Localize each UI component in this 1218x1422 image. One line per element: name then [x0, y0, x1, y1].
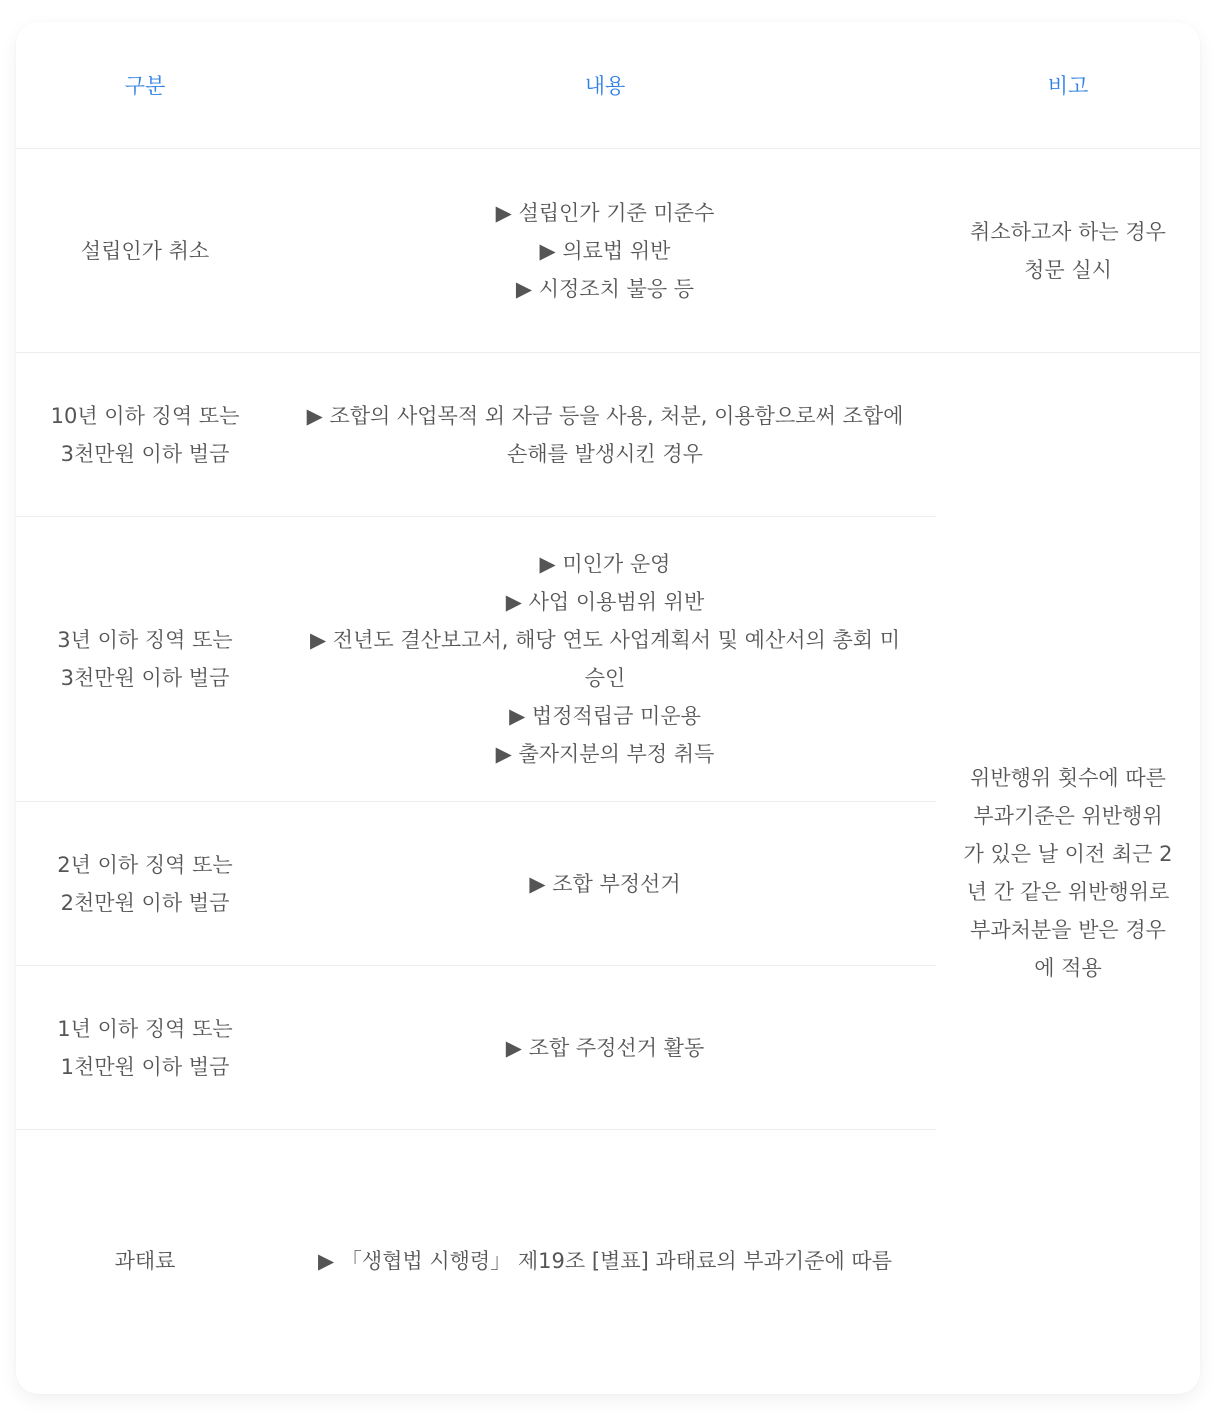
category-cell [16, 517, 274, 802]
table-row [16, 353, 1200, 517]
content-line: ▶ 조합 주정선거 활동 [505, 1035, 705, 1060]
content-cell [274, 353, 936, 517]
content-line: ▶ 사업 이용범위 위반 [505, 590, 705, 614]
category-cell [16, 966, 274, 1130]
category-cell [16, 802, 274, 966]
category-text: 설립인가 취소 [80, 238, 210, 263]
category-text: 2년 이하 징역 또는 [57, 852, 233, 877]
content-line: ▶ 「생협법 시행령」 제19조 [별표] 과태료의 부과기준에 따름 [318, 1249, 892, 1273]
content-cell [274, 966, 936, 1130]
header-note: 비고 [936, 22, 1200, 149]
content-line: ▶ 시정조치 불응 등 [515, 276, 695, 301]
category-cell [16, 1130, 274, 1393]
category-text: 과태료 [114, 1249, 176, 1273]
content-line: ▶ 조합의 사업목적 외 자금 등을 사용, 처분, 이용함으로써 조합에 [306, 403, 904, 428]
note-cell [936, 149, 1200, 353]
note-line: 부과기준은 위반행위 [973, 803, 1163, 828]
note-line: 취소하고자 하는 경우 [970, 219, 1166, 244]
table-header-row [16, 22, 1200, 149]
content-cell [274, 517, 936, 802]
note-line: 부과처분을 받은 경우 [970, 917, 1166, 942]
table-row [16, 149, 1200, 353]
note-cell [936, 353, 1200, 1393]
content-cell [274, 1130, 936, 1393]
content-line: ▶ 설립인가 기준 미준수 [495, 200, 715, 225]
category-text: 1천만원 이하 벌금 [60, 1054, 230, 1079]
note-line: 위반행위 횟수에 따른 [970, 765, 1166, 790]
penalty-table-card [16, 22, 1200, 1394]
content-line: ▶ 의료법 위반 [539, 238, 671, 263]
content-line: 승인 [584, 666, 626, 690]
content-line: ▶ 미인가 운영 [539, 552, 671, 576]
penalty-table [16, 22, 1200, 1392]
category-text: 3천만원 이하 벌금 [60, 666, 230, 690]
note-line: 청문 실시 [1024, 257, 1112, 282]
category-text: 3천만원 이하 벌금 [60, 441, 230, 466]
content-line: ▶ 법정적립금 미운용 [509, 704, 701, 728]
category-text: 10년 이하 징역 또는 [50, 403, 240, 428]
note-line: 가 있은 날 이전 최근 2 [963, 841, 1173, 866]
category-text: 1년 이하 징역 또는 [57, 1016, 233, 1041]
category-text: 2천만원 이하 벌금 [60, 890, 230, 915]
category-cell [16, 149, 274, 353]
content-line: ▶ 조합 부정선거 [529, 871, 681, 896]
note-line: 년 간 같은 위반행위로 [966, 879, 1170, 904]
content-line: ▶ 출자지분의 부정 취득 [495, 742, 715, 766]
content-cell [274, 802, 936, 966]
content-cell [274, 149, 936, 353]
content-line: ▶ 전년도 결산보고서, 해당 연도 사업계획서 및 예산서의 총회 미 [309, 628, 901, 652]
header-category: 구분 [16, 22, 274, 149]
category-cell [16, 353, 274, 517]
category-text: 3년 이하 징역 또는 [57, 628, 233, 652]
content-line: 손해를 발생시킨 경우 [507, 441, 703, 466]
header-content: 내용 [274, 22, 936, 149]
note-line: 에 적용 [1034, 955, 1102, 980]
